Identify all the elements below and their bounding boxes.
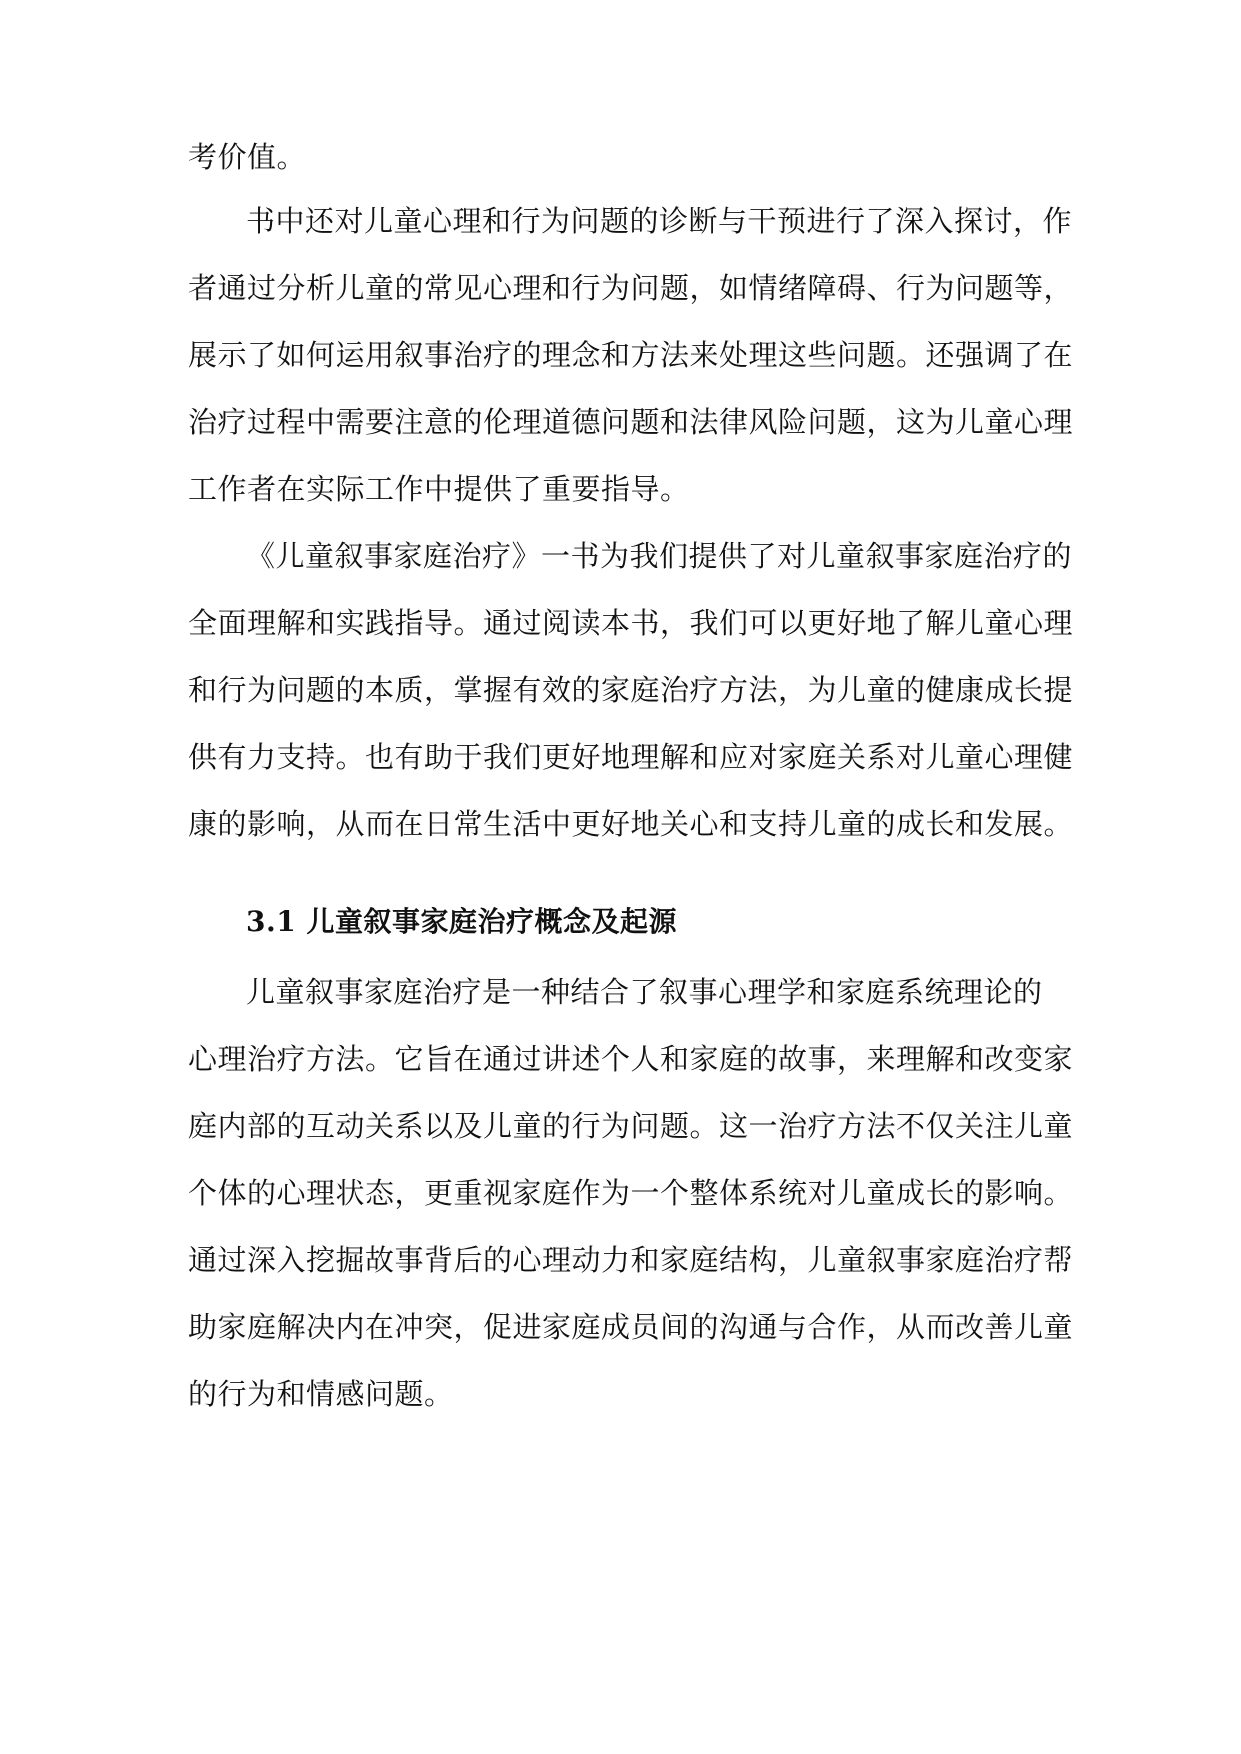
section-heading: 3.1 儿童叙事家庭治疗概念及起源 <box>246 905 677 938</box>
text-line: 全面理解和实践指导。通过阅读本书，我们可以更好地了解儿童心理 <box>188 606 1074 640</box>
text-line: 工作者在实际工作中提供了重要指导。 <box>188 472 690 506</box>
text-line: 治疗过程中需要注意的伦理道德问题和法律风险问题，这为儿童心理 <box>188 405 1074 439</box>
text-line: 者通过分析儿童的常见心理和行为问题，如情绪障碍、行为问题等， <box>188 271 1074 305</box>
text-line: 助家庭解决内在冲突，促进家庭成员间的沟通与合作，从而改善儿童 <box>188 1310 1074 1344</box>
text-line: 庭内部的互动关系以及儿童的行为问题。这一治疗方法不仅关注儿童 <box>188 1109 1074 1143</box>
text-line: 心理治疗方法。它旨在通过讲述个人和家庭的故事，来理解和改变家 <box>188 1042 1074 1076</box>
text-line: 《儿童叙事家庭治疗》一书为我们提供了对儿童叙事家庭治疗的 <box>246 539 1073 573</box>
text-line: 书中还对儿童心理和行为问题的诊断与干预进行了深入探讨，作 <box>246 204 1073 238</box>
text-line: 供有力支持。也有助于我们更好地理解和应对家庭关系对儿童心理健 <box>188 740 1074 774</box>
text-line: 展示了如何运用叙事治疗的理念和方法来处理这些问题。还强调了在 <box>188 338 1074 372</box>
text-line: 的行为和情感问题。 <box>188 1377 454 1411</box>
text-line: 考价值。 <box>188 140 307 174</box>
text-line: 通过深入挖掘故事背后的心理动力和家庭结构，儿童叙事家庭治疗帮 <box>188 1243 1074 1277</box>
text-line: 康的影响，从而在日常生活中更好地关心和支持儿童的成长和发展。 <box>188 807 1074 841</box>
text-line: 儿童叙事家庭治疗是一种结合了叙事心理学和家庭系统理论的 <box>246 975 1043 1009</box>
text-line: 和行为问题的本质，掌握有效的家庭治疗方法，为儿童的健康成长提 <box>188 673 1074 707</box>
text-line: 个体的心理状态，更重视家庭作为一个整体系统对儿童成长的影响。 <box>188 1176 1074 1210</box>
